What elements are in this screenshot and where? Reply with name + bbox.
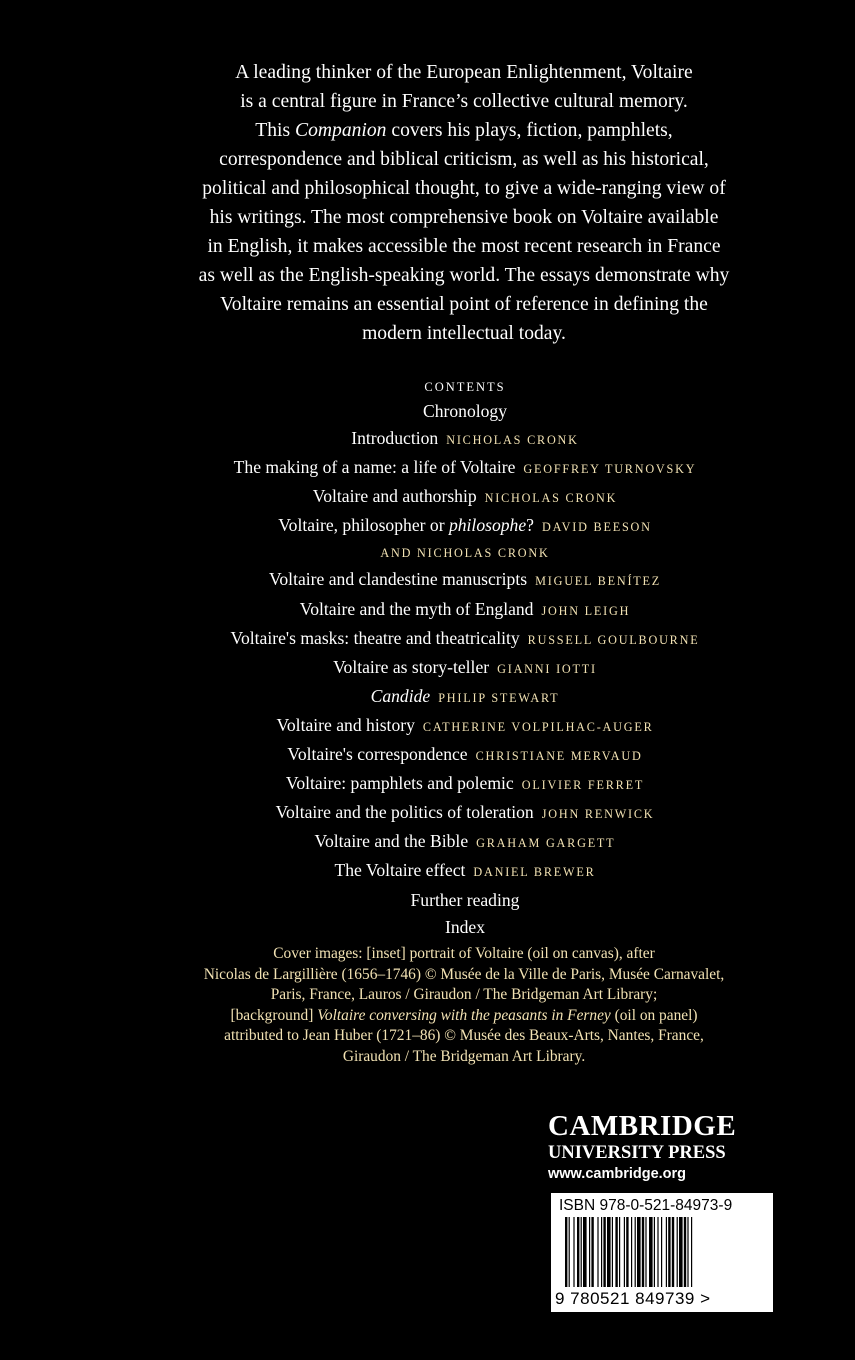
blurb-line: A leading thinker of the European Enlightenment, Voltaire <box>235 62 693 83</box>
publisher-name: CAMBRIDGE <box>548 1110 737 1142</box>
contents-entry: Voltaire and the Bible GRAHAM GARGETT <box>314 831 616 852</box>
barcode-bar <box>666 1217 667 1287</box>
barcode <box>551 1193 773 1312</box>
contents-entry: Voltaire and history CATHERINE VOLPILHAC-AUGER <box>276 714 654 735</box>
contents-author-continued: AND NICHOLAS CRONK <box>380 546 550 561</box>
contents-entry: Voltaire's correspondence CHRISTIANE MERVAUD <box>287 744 643 765</box>
contents-author: GEOFFREY TURNOVSKY <box>523 462 697 477</box>
barcode-bar <box>583 1217 587 1287</box>
contents-author: NICHOLAS CRONK <box>446 433 579 448</box>
barcode-bar <box>603 1217 605 1287</box>
contents-author: CATHERINE VOLPILHAC-AUGER <box>422 719 654 734</box>
barcode-bar <box>612 1217 613 1287</box>
barcode-bar <box>601 1217 602 1287</box>
contents-entry: Voltaire's masks: theatre and theatricality RUSSELL GOULBOURNE <box>230 627 700 648</box>
contents-entry: Introduction NICHOLAS CRONK <box>351 428 579 449</box>
isbn-label: ISBN 978-0-521-84973-9 <box>559 1197 733 1214</box>
barcode-bar <box>654 1217 655 1287</box>
barcode-digits: 9 780521 849739 > <box>555 1289 711 1308</box>
barcode-bar <box>649 1217 653 1287</box>
barcode-bar <box>565 1217 567 1287</box>
barcode-bar <box>657 1217 658 1287</box>
barcode-bar <box>677 1217 678 1287</box>
blurb-line: in English, it makes accessible the most recent research in France <box>207 236 721 257</box>
contents-entry: Voltaire and authorship NICHOLAS CRONK <box>312 486 618 507</box>
barcode-bar <box>577 1217 579 1287</box>
contents-entry: Voltaire and the politics of toleration JOHN RENWICK <box>275 802 655 823</box>
credit-line: [background] Voltaire conversing with the peasants in Ferney (oil on panel) <box>230 1006 698 1024</box>
publisher-logo <box>548 1110 778 1184</box>
blurb-line: modern intellectual today. <box>362 323 566 344</box>
blurb-line: is a central figure in France’s collective cultural memory. <box>240 91 688 112</box>
barcode-bar <box>573 1217 574 1287</box>
blurb-line: political and philosophical thought, to give a wide-ranging view of <box>202 178 726 199</box>
contents-heading: CONTENTS <box>424 380 506 394</box>
contents-list <box>60 376 855 941</box>
barcode-bar <box>635 1217 636 1287</box>
barcode-bar <box>637 1217 641 1287</box>
credit-line: Cover images: [inset] portrait of Voltaire (oil on canvas), after <box>273 945 655 962</box>
credit-line: Nicolas de Largillière (1656–1746) © Musée de la Ville de Paris, Musée Carnavalet, <box>203 965 725 983</box>
contents-entry: Voltaire and clandestine manuscripts MIGUEL BENÍTEZ <box>268 569 662 590</box>
companion-italic: Companion <box>295 120 387 141</box>
blurb-line: This Companion covers his plays, fiction, pamphlets, <box>255 120 673 141</box>
cover-credits <box>150 944 778 1067</box>
barcode-bar <box>631 1217 632 1287</box>
contents-author: RUSSELL GOULBOURNE <box>527 632 700 647</box>
blurb-line: as well as the English-speaking world. The essays demonstrate why <box>198 265 730 286</box>
barcode-bar <box>569 1217 570 1287</box>
contents-entry: Voltaire: pamphlets and polemic OLIVIER FERRET <box>285 773 645 794</box>
contents-author: CHRISTIANE MERVAUD <box>475 749 643 764</box>
contents-entry: Candide PHILIP STEWART <box>370 685 560 706</box>
barcode-bar <box>619 1217 620 1287</box>
contents-entry: Voltaire, philosopher or philosophe? DAVID BEESON AND NICHOLAS CRONK <box>60 512 855 566</box>
barcode-bars <box>565 1217 761 1287</box>
contents-author: GRAHAM GARGETT <box>476 836 616 851</box>
barcode-bar <box>624 1217 625 1287</box>
publisher-subname: UNIVERSITY PRESS <box>548 1143 726 1163</box>
blurb-line: correspondence and biblical criticism, as well as his historical, <box>219 149 709 170</box>
contents-entry: Further reading <box>410 889 520 910</box>
contents-author: JOHN RENWICK <box>541 807 655 822</box>
contents-author: OLIVIER FERRET <box>521 778 645 793</box>
contents-entry: Voltaire and the myth of England JOHN LEIGH <box>299 598 631 619</box>
barcode-bar <box>642 1217 644 1287</box>
barcode-bar <box>581 1217 582 1287</box>
contents-author: NICHOLAS CRONK <box>484 491 618 506</box>
barcode-bar <box>597 1217 598 1287</box>
credit-line: Giraudon / The Bridgeman Art Library. <box>342 1047 586 1065</box>
barcode-bar <box>679 1217 683 1287</box>
barcode-bar <box>615 1217 617 1287</box>
contents-author: MIGUEL BENÍTEZ <box>535 574 662 589</box>
credit-line: Paris, France, Lauros / Giraudon / The Bridgeman Art Library; <box>270 986 658 1003</box>
barcode-bar <box>645 1217 646 1287</box>
blurb <box>150 58 778 348</box>
contents-author: GIANNI IOTTI <box>497 661 597 676</box>
barcode-bar <box>687 1217 688 1287</box>
barcode-bar <box>691 1217 692 1287</box>
publisher-url: www.cambridge.org <box>548 1166 687 1182</box>
contents-author: DANIEL BREWER <box>473 865 596 880</box>
barcode-bar <box>668 1217 670 1287</box>
barcode-bar <box>672 1217 674 1287</box>
barcode-bar <box>589 1217 590 1287</box>
credit-line: attributed to Jean Huber (1721–86) © Musée des Beaux-Arts, Nantes, France, <box>224 1027 704 1044</box>
barcode-bar <box>591 1217 593 1287</box>
contents-entry: Index <box>444 916 486 937</box>
blurb-line: Voltaire remains an essential point of reference in defining the <box>220 294 708 315</box>
contents-entry: Chronology <box>422 401 508 421</box>
barcode-bar <box>661 1217 662 1287</box>
contents-entry: The making of a name: a life of Voltaire GEOFFREY TURNOVSKY <box>233 457 697 478</box>
contents-entry: Voltaire as story-teller GIANNI IOTTI <box>333 656 597 677</box>
contents-author: PHILIP STEWART <box>438 690 560 705</box>
contents-author: JOHN LEIGH <box>541 603 631 618</box>
barcode-bar <box>626 1217 628 1287</box>
blurb-line: his writings. The most comprehensive book on Voltaire available <box>209 207 719 228</box>
barcode-bar <box>607 1217 611 1287</box>
contents-entry: The Voltaire effect DANIEL BREWER <box>334 860 596 881</box>
barcode-bar <box>684 1217 686 1287</box>
contents-author: DAVID BEESON <box>541 520 652 535</box>
